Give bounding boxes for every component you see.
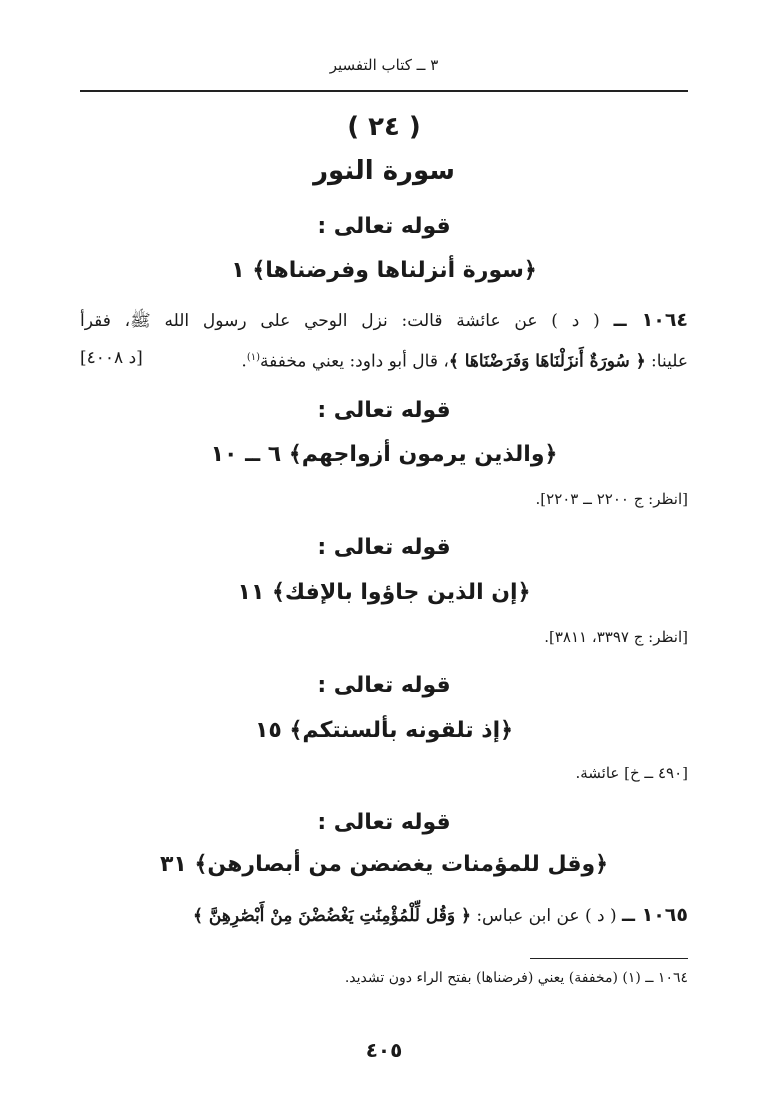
qawl-heading: قوله تعالى : <box>317 535 451 560</box>
hadith-reference: [د ٤٠٠٨] <box>80 348 143 368</box>
quran-quote: ﴿ سُورَةٌ أَنزَلْنَاهَا وَفَرَضْنَاهَا ﴾ <box>448 351 646 372</box>
footnote-marker: (١) <box>246 352 261 363</box>
hadith-number: ١٠٦٤ ــ <box>613 309 689 331</box>
cross-reference: [انظر: ج ٣٣٩٧، ٣٨١١]. <box>544 628 688 646</box>
chapter-number: ( ٢٤ ) <box>347 112 421 142</box>
footnote: ١٠٦٤ ــ (١) (مخففة) يعني (فرضناها) بفتح الراء دون تشديد. <box>344 970 688 986</box>
qawl-heading: قوله تعالى : <box>317 810 451 835</box>
hadith-1065 <box>80 895 688 936</box>
qawl-heading: قوله تعالى : <box>317 673 451 698</box>
hadith-text: ، قال أبو داود: يعني مخففة <box>260 351 449 372</box>
running-head: ٣ ــ كتاب التفسير <box>329 56 439 74</box>
page-number: ٤٠٥ <box>365 1038 403 1062</box>
hadith-text: . <box>241 351 247 372</box>
quran-quote: ﴿ وَقُل لِّلْمُؤْمِنَٰتِ يَغْضُضْنَ مِنْ أَبْصَٰرِهِنَّ ﴾ <box>193 906 471 926</box>
verse-heading: ﴿والذين يرمون أزواجهم﴾ ٦ ــ ١٠ <box>210 442 558 467</box>
qawl-heading: قوله تعالى : <box>317 214 451 239</box>
hadith-text: ( د ) عن ابن عباس: <box>470 906 617 926</box>
verse-heading: ﴿وقل للمؤمنات يغضضن من أبصارهن﴾ ٣١ <box>159 852 609 877</box>
cross-reference: [انظر: ج ٢٢٠٠ ــ ٢٢٠٣]. <box>535 490 688 508</box>
hadith-text: علينا: <box>645 351 688 372</box>
cross-reference: [٤٩٠ ــ خ] عائشة. <box>575 764 688 782</box>
header-rule <box>80 90 688 92</box>
qawl-heading: قوله تعالى : <box>317 398 451 423</box>
surah-title: سورة النور <box>313 156 455 186</box>
hadith-text: ( د ) عن عائشة قالت: نزل الوحي على رسول الله ﷺ، فقرأ <box>80 311 600 331</box>
hadith-1064-line2 <box>80 338 688 382</box>
hadith-1064-line1 <box>80 300 688 341</box>
verse-heading: ﴿سورة أنزلناها وفرضناها﴾ ١ <box>231 258 537 283</box>
footnote-rule <box>530 958 688 959</box>
hadith-number: ١٠٦٥ ــ <box>622 904 688 926</box>
verse-heading: ﴿إن الذين جاؤوا بالإفك﴾ ١١ <box>237 580 531 605</box>
verse-heading: ﴿إذ تلقونه بألسنتكم﴾ ١٥ <box>254 718 514 743</box>
